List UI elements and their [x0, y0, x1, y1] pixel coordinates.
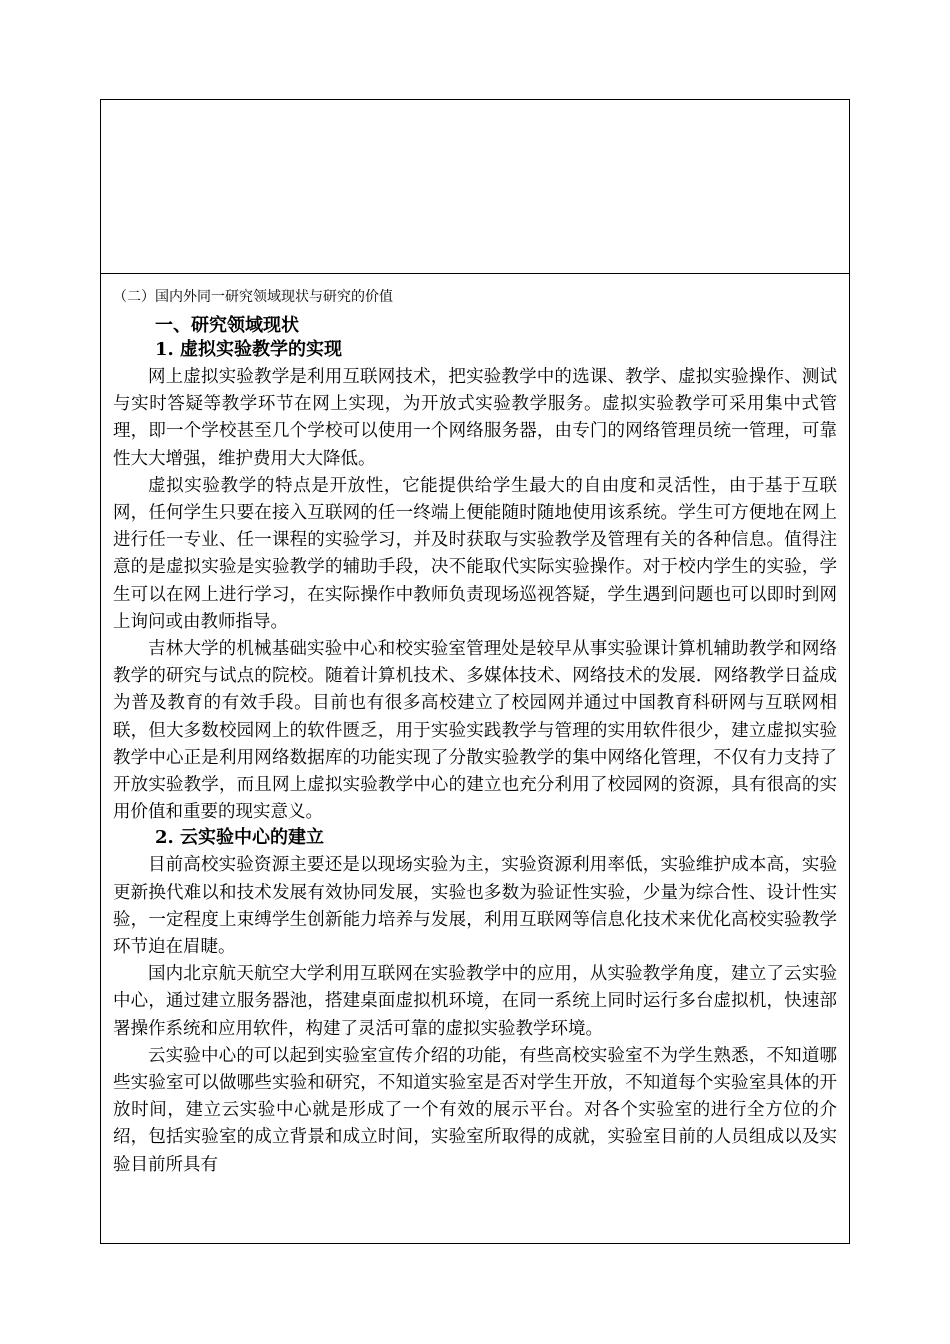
paragraph: 国内北京航天航空大学利用互联网在实验教学中的应用，从实验教学角度，建立了云实验中心，通过建立服务器池，搭建桌面虚拟机环境，在同一系统上同时运行多台虚拟机，快速部署操作系统和应用软件，构建了灵活可靠的虚拟实验教学环境。: [113, 964, 837, 1039]
content-cell: [101, 274, 849, 1243]
paragraph: 吉林大学的机械基础实验中心和校实验室管理处是较早从事实验课计算机辅助教学和网络教学的研究与试点的院校。随着计算机技术、多媒体技术、网络技术的发展．网络教学日益成为普及教育的有效手段。目前也有很多高校建立了校园网并通过中国教育科研网与互联网相联，但大多数校园网上的软件匮乏，用于实验实践教学与管理的实用软件很少，建立虚拟实验教学中心正是利用网络数据库的功能实现了分散实验教学的集中网络化管理，不仅有力支持了开放实验教学，而且网上虚拟实验教学中心的建立也充分利用了校园网的资源，具有很高的实用价值和重要的现实意义。: [113, 639, 837, 823]
empty-top-cell: [101, 100, 849, 274]
heading-research-status: 一、研究领域现状: [155, 315, 299, 336]
paragraph: 网上虚拟实验教学是利用互联网技术，把实验教学中的选课、教学、虚拟实验操作、测试与实时答疑等教学环节在网上实现，为开放式实验教学服务。虚拟实验教学可采用集中式管理，即一个学校甚至几个学校可以使用一个网络服务器，由专门的网络管理员统一管理，可靠性大大增强，维护费用大大降低。: [113, 367, 837, 469]
subsection-title-virtual-lab: 1. 虚拟实验教学的实现: [155, 339, 343, 360]
paragraph: 云实验中心的可以起到实验室宣传介绍的功能，有些高校实验室不为学生熟悉，不知道哪些实验室可以做哪些实验和研究，不知道实验室是否对学生开放，不知道每个实验室具体的开放时间，建立云实验中心就是形成了一个有效的展示平台。对各个实验室的进行全方位的介绍，包括实验室的成立背景和成立时间，实验室所取得的成就，实验室目前的人员组成以及实验目前所具有: [113, 1045, 837, 1175]
section-label: （二）国内外同一研究领域现状与研究的价值: [113, 289, 393, 305]
subsection-title-cloud-lab: 2. 云实验中心的建立: [155, 827, 325, 849]
document-table: [100, 99, 850, 1244]
paragraph: 目前高校实验资源主要还是以现场实验为主，实验资源利用率低，实验维护成本高，实验更新换代难以和技术发展有效协同发展，实验也多数为验证性实验，少量为综合性、设计性实验，一定程度上束缚学生创新能力培养与发展，利用互联网等信息化技术来优化高校实验教学环节迫在眉睫。: [113, 855, 837, 958]
paragraph: 虚拟实验教学的特点是开放性，它能提供给学生最大的自由度和灵活性，由于基于互联网，任何学生只要在接入互联网的任一终端上便能随时随地使用该系统。学生可方便地在网上进行任一专业、任一课程的实验学习，并及时获取与实验教学及管理有关的各种信息。值得注意的是虚拟实验是实验教学的辅助手段，决不能取代实际实验操作。对于校内学生的实验，学生可以在网上进行学习，在实际操作中教师负责现场巡视答疑，学生遇到问题也可以即时到网上询问或由教师指导。: [113, 475, 837, 632]
